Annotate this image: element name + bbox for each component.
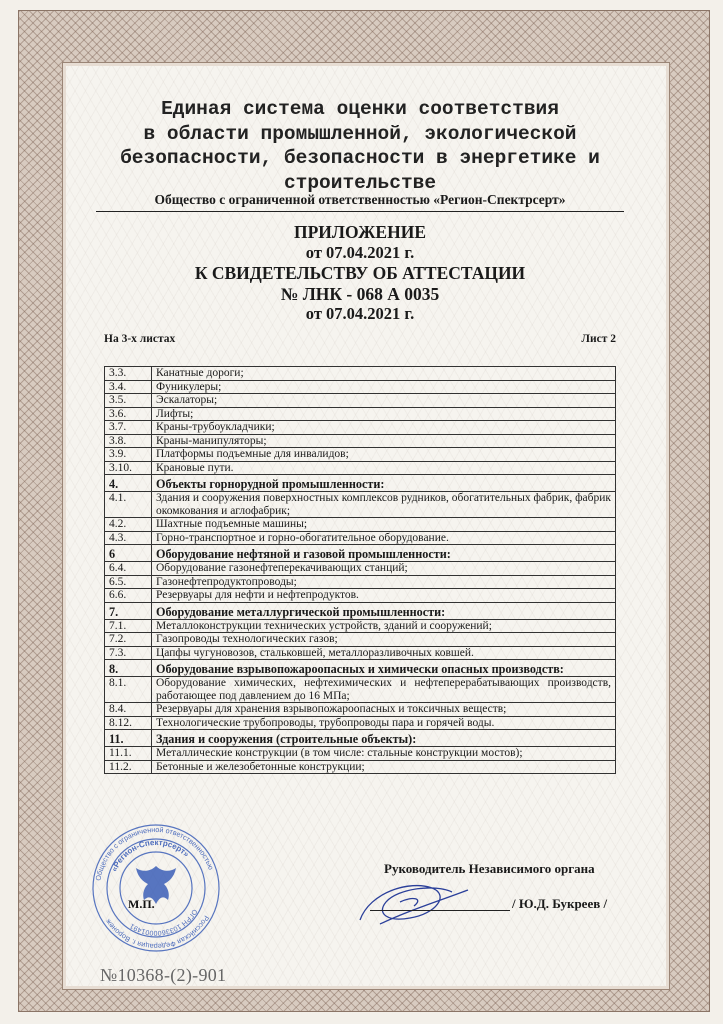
system-title-line: строительстве: [283, 171, 437, 194]
item-text: Бетонные и железобетонные конструкции;: [152, 760, 616, 774]
table-row: [105, 531, 616, 545]
sheets-total: На 3-х листах: [104, 333, 176, 345]
item-text: Резервуары для нефти и нефтепродуктов.: [152, 589, 616, 603]
attestation-items-table: [104, 366, 616, 774]
item-text: Цапфы чугуновозов, стальковшей, металлоразливочных ковшей.: [152, 646, 616, 660]
item-text: Оборудование нефтяной и газовой промышленности:: [152, 545, 616, 562]
table-row: [105, 747, 616, 761]
table-section-row: [105, 475, 616, 492]
item-number: 3.8.: [105, 434, 152, 448]
item-text: Газонефтепродуктопроводы;: [152, 575, 616, 589]
table-row: [105, 448, 616, 462]
item-text: Газопроводы технологических газов;: [152, 633, 616, 647]
item-number: 6.4.: [105, 562, 152, 576]
table-section-row: [105, 660, 616, 677]
table-row: [105, 461, 616, 475]
item-number: 7.3.: [105, 646, 152, 660]
item-number: 4.2.: [105, 518, 152, 532]
item-number: 3.3.: [105, 367, 152, 381]
table-row: [105, 380, 616, 394]
item-number: 8.1.: [105, 677, 152, 703]
item-number: 7.: [105, 602, 152, 619]
item-number: 3.6.: [105, 407, 152, 421]
sheet-number: Лист 2: [581, 333, 616, 345]
stamp-ogrn-text: ОГРН 1033600001491: [128, 907, 198, 937]
certificate-title: К СВИДЕТЕЛЬСТВУ ОБ АТТЕСТАЦИИ: [194, 263, 526, 283]
certificate-date: от 07.04.2021 г.: [305, 304, 415, 323]
table-section-row: [105, 730, 616, 747]
item-number: 3.5.: [105, 394, 152, 408]
system-title: [90, 97, 630, 195]
table-row: [105, 367, 616, 381]
table-row: [105, 589, 616, 603]
table-row: [105, 394, 616, 408]
item-text: Оборудование взрывопожароопасных и химически опасных производств:: [152, 660, 616, 677]
certificate-number: № ЛНК - 068 А 0035: [280, 283, 440, 304]
item-text: Эскалаторы;: [152, 394, 616, 408]
organization-stamp: [90, 822, 222, 954]
item-text: Оборудование металлургической промышленности:: [152, 602, 616, 619]
stamp-org-text: «Регион-Спектрсерт»: [109, 837, 191, 874]
item-text: Платформы подъемные для инвалидов;: [152, 448, 616, 462]
item-text: Объекты горнорудной промышленности:: [152, 475, 616, 492]
item-text: Фуникулеры;: [152, 380, 616, 394]
item-text: Металлоконструкции технических устройств, зданий и сооружений;: [152, 619, 616, 633]
system-title-line: безопасности, безопасности в энергетике и: [120, 147, 600, 169]
table-row: [105, 619, 616, 633]
table-row: [105, 562, 616, 576]
item-number: 4.1.: [105, 492, 152, 518]
table-row: [105, 421, 616, 435]
item-text: Горно-транспортное и горно-обогатительное оборудование.: [152, 531, 616, 545]
table-row: [105, 716, 616, 730]
item-number: 6.6.: [105, 589, 152, 603]
item-text: Крановые пути.: [152, 461, 616, 475]
organization-name: Общество с ограниченной ответственностью «Регион-Спектрсерт»: [96, 192, 624, 212]
signer-name: / Ю.Д. Букреев /: [512, 896, 608, 911]
item-text: Здания и сооружения (строительные объекты):: [152, 730, 616, 747]
item-number: 6: [105, 545, 152, 562]
item-number: 6.5.: [105, 575, 152, 589]
table-row: [105, 703, 616, 717]
signature-line: [370, 910, 510, 911]
table-row: [105, 518, 616, 532]
item-text: Краны-трубоукладчики;: [152, 421, 616, 435]
item-number: 11.2.: [105, 760, 152, 774]
table-section-row: [105, 545, 616, 562]
item-number: 11.1.: [105, 747, 152, 761]
item-text: Технологические трубопроводы, трубопроводы пара и горячей воды.: [152, 716, 616, 730]
item-number: 4.: [105, 475, 152, 492]
item-number: 8.4.: [105, 703, 152, 717]
table-section-row: [105, 602, 616, 619]
appendix-title: ПРИЛОЖЕНИЕ: [293, 222, 426, 242]
item-number: 3.9.: [105, 448, 152, 462]
item-text: Оборудование газонефтеперекачивающих станций;: [152, 562, 616, 576]
item-number: 4.3.: [105, 531, 152, 545]
appendix-date: от 07.04.2021 г.: [305, 242, 415, 262]
item-number: 3.10.: [105, 461, 152, 475]
item-text: Металлические конструкции (в том числе: стальные конструкции мостов);: [152, 747, 616, 761]
item-text: Оборудование химических, нефтехимических и нефтеперерабатывающих производств, работающее под давлением до 16 МПа;: [152, 677, 616, 703]
table-row: [105, 646, 616, 660]
system-title-line: в области промышленной, экологической: [143, 122, 577, 145]
appendix-title-block: [96, 222, 624, 325]
table-row: [105, 677, 616, 703]
stamp-place-label: М.П.: [128, 897, 155, 911]
table-row: [105, 575, 616, 589]
item-number: 7.2.: [105, 633, 152, 647]
item-text: Шахтные подъемные машины;: [152, 518, 616, 532]
handwritten-signature: [340, 862, 480, 942]
table-row: [105, 434, 616, 448]
table-row: [105, 492, 616, 518]
form-serial-number: №10368-(2)-901: [100, 965, 227, 985]
item-number: 8.12.: [105, 716, 152, 730]
table-row: [105, 760, 616, 774]
item-number: 3.4.: [105, 380, 152, 394]
table-row: [105, 633, 616, 647]
item-number: 11.: [105, 730, 152, 747]
item-text: Лифты;: [152, 407, 616, 421]
item-number: 7.1.: [105, 619, 152, 633]
item-number: 8.: [105, 660, 152, 677]
stamp-outer-text: Общество с ограниченной ответственностью: [93, 824, 216, 882]
table-row: [105, 407, 616, 421]
stamp-bottom-text: Российская Федерация г. Воронеж: [103, 913, 212, 952]
item-text: Краны-манипуляторы;: [152, 434, 616, 448]
authority-head-title: Руководитель Независимого органа: [384, 861, 595, 876]
item-number: 3.7.: [105, 421, 152, 435]
item-text: Здания и сооружения поверхностных комплексов рудников, обогатительных фабрик, фабрик окомкования и аглофабрик;: [152, 492, 616, 518]
item-text: Канатные дороги;: [152, 367, 616, 381]
system-title-line: Единая система оценки соответствия: [161, 98, 559, 120]
item-text: Резервуары для хранения взрывопожароопасных и токсичных веществ;: [152, 703, 616, 717]
